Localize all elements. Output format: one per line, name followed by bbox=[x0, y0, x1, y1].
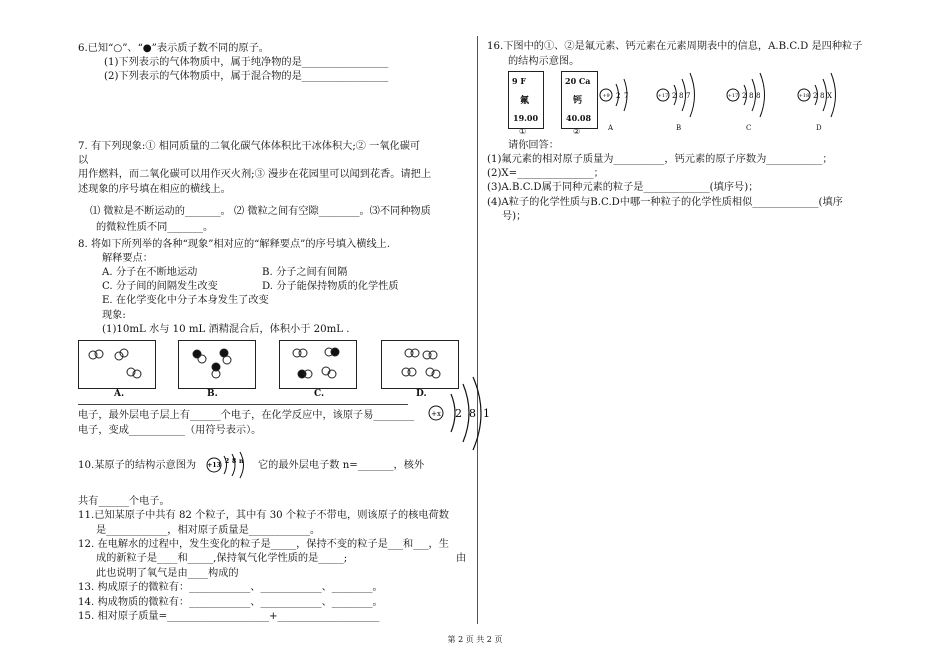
box-a-molecules bbox=[79, 341, 155, 388]
column-divider bbox=[477, 36, 478, 624]
q7-line5: ⑴ 微粒是不断运动的_______。 ⑵ 微粒之间有空隙________。⑶不同种物质 bbox=[90, 206, 431, 217]
q7-line4: 述现象的序号填在相应的横线上。 bbox=[78, 184, 231, 195]
box-a bbox=[78, 340, 156, 389]
q8-key-b: B. 分子之间有间隔 bbox=[262, 267, 348, 278]
particle-b-shell-3: 7 bbox=[686, 92, 691, 100]
box-b bbox=[178, 340, 256, 389]
q6-stem: 6.已知“○”、“●”表示质子数不同的原子。 bbox=[78, 43, 269, 54]
particle-b-shell-1: 2 bbox=[672, 92, 677, 100]
particle-a-core: +9 bbox=[602, 93, 610, 99]
q10-prefix: 10.某原子的结构示意图为 bbox=[78, 460, 197, 471]
q6-sub1: (1)下列表示的气体物质中，属于纯净物的是_________________ bbox=[104, 57, 389, 68]
q13: 13. 构成原子的微粒有：____________、____________、________。 bbox=[78, 582, 383, 593]
particle-d-shell-3: X bbox=[827, 92, 832, 100]
particle-d-diagram bbox=[796, 68, 852, 124]
q7-line3: 用作燃料，而二氧化碳可以用作灭火剂;③ 漫步在花园里可以闻到花香。请把上 bbox=[78, 169, 432, 180]
q8-phen-title: 现象: bbox=[102, 310, 126, 321]
q16-a3: (3)A.B.C.D属于同种元素的粒子是_____________(填序号)； bbox=[487, 182, 759, 193]
q16-line1: 16.下图中的①、②是氟元素、钙元素在元素周期表中的信息，A.B.C.D 是四种粒子 bbox=[487, 41, 863, 52]
element-card-ca bbox=[561, 71, 598, 129]
box-c-molecules bbox=[280, 341, 356, 388]
card-f-label: ① bbox=[519, 127, 527, 136]
q12-line2a: 成的新粒子是____和_____,保持氧气化学性质的是_____; bbox=[96, 553, 348, 564]
box-b-molecules bbox=[179, 341, 255, 388]
q10-atom-core: +13 bbox=[207, 462, 221, 469]
q8-key-d: D. 分子能保持物质的化学性质 bbox=[262, 281, 399, 292]
card-f-mass: 19.00 bbox=[513, 113, 539, 123]
q8-key-c: C. 分子间的间隔发生改变 bbox=[102, 281, 218, 292]
q16-ask: 请你回答： bbox=[508, 140, 559, 151]
card-f-name: 氟 bbox=[520, 96, 530, 106]
q12-line2b: 由 bbox=[456, 553, 467, 564]
particle-b-label: B bbox=[676, 124, 682, 132]
particle-c-shell-1: 2 bbox=[742, 92, 747, 100]
box-label-b: B. bbox=[207, 389, 218, 399]
particle-d-label: D bbox=[816, 124, 822, 132]
q9-cut-line bbox=[78, 401, 408, 407]
q10-shell-3: n bbox=[239, 458, 244, 465]
particle-d-shell-1: 2 bbox=[813, 92, 818, 100]
card-ca-name: 钙 bbox=[573, 96, 583, 106]
box-label-d: D. bbox=[416, 389, 427, 399]
box-label-c: C. bbox=[314, 389, 325, 399]
card-ca-mass: 40.08 bbox=[566, 113, 592, 123]
q8-key-a: A. 分子在不断地运动 bbox=[102, 267, 198, 278]
q8-key-e: E. 在化学变化中分子本身发生了改变 bbox=[102, 295, 269, 306]
card-ca-label: ② bbox=[573, 127, 581, 136]
q12-line3: 此也说明了氧气是由____构成的 bbox=[96, 568, 239, 579]
q8-stem: 8. 将如下所列举的各种“现象”相对应的“解释要点”的序号填入横线上. bbox=[78, 239, 391, 250]
q10-line2: 共有______个电子。 bbox=[78, 496, 170, 507]
card-f-top: 9 F bbox=[512, 76, 527, 86]
particle-c-shell-2: 8 bbox=[749, 92, 754, 100]
particle-a-shell-2: 7 bbox=[624, 92, 629, 100]
box-label-a: A. bbox=[114, 389, 125, 399]
particle-c-core: +17 bbox=[727, 93, 739, 99]
q15: 15. 相对原子质量=____________________+____________________ bbox=[78, 611, 380, 622]
q16-a2: (2)X=_______________； bbox=[487, 168, 604, 179]
q9-line1: 电子，最外层电子层上有______个电子，在化学反应中，该原子易________ bbox=[78, 410, 415, 421]
q10-atom-diagram bbox=[205, 452, 257, 478]
page-footer: 第 2 页 共 2 页 bbox=[447, 635, 503, 644]
particle-d-shell-2: 8 bbox=[820, 92, 825, 100]
q10-suffix: 它的最外层电子数 n=_______，核外 bbox=[258, 460, 425, 471]
q9-atom-diagram bbox=[425, 372, 495, 462]
particle-c-shell-3: 8 bbox=[756, 92, 761, 100]
q8-phen1: (1)10mL 水与 10 mL 酒精混合后，体积小于 20mL . bbox=[102, 324, 350, 335]
particle-a-diagram bbox=[598, 70, 646, 122]
particle-b-diagram bbox=[655, 68, 711, 124]
q9-line2: 电子，变成___________（用符号表示）。 bbox=[78, 425, 262, 436]
element-card-f bbox=[508, 71, 544, 129]
q7-line2: 以 bbox=[78, 155, 89, 166]
q16-a1: (1)氟元素的相对原子质量为__________，钙元素的原子序数为___________； bbox=[487, 154, 833, 165]
q9-shell-1: 2 bbox=[455, 407, 462, 420]
q9-shell-2: 8 bbox=[469, 407, 476, 420]
q11-line2: 是____________，相对原子质量是____________。 bbox=[96, 525, 321, 536]
q8-key-title: 解释要点： bbox=[102, 253, 153, 264]
q12-line1: 12. 在电解水的过程中，发生变化的粒子是_____，保持不变的粒子是___和___，生 bbox=[78, 539, 449, 550]
particle-d-core: +18 bbox=[798, 93, 810, 99]
q6-sub2: (2)下列表示的气体物质中，属于混合物的是_________________ bbox=[104, 71, 389, 82]
card-ca-top: 20 Ca bbox=[565, 76, 591, 86]
q14: 14. 构成物质的微粒有：____________、____________、________。 bbox=[78, 597, 383, 608]
particle-a-label: A bbox=[608, 124, 614, 132]
particle-c-diagram bbox=[725, 68, 781, 124]
particle-b-shell-2: 8 bbox=[679, 92, 684, 100]
q16-a4b: 号)； bbox=[502, 211, 527, 222]
q9-atom-core: +x bbox=[431, 410, 441, 418]
q7-line6: 的微粒性质不同_______。 bbox=[96, 222, 214, 233]
particle-b-core: +17 bbox=[657, 93, 669, 99]
q11-line1: 11.已知某原子中共有 82 个粒子，其中有 30 个粒子不带电，则该原子的核电荷数 bbox=[78, 510, 449, 521]
q9-shell-3: 1 bbox=[483, 407, 490, 420]
box-c bbox=[279, 340, 357, 389]
q10-shell-1: 2 bbox=[225, 458, 230, 465]
particle-c-label: C bbox=[746, 124, 752, 132]
q16-a4a: (4)A粒子的化学性质与B.C.D中哪一种粒子的化学性质相似_____________(填序 bbox=[487, 197, 843, 208]
q7-line1: 7. 有下列现象:① 相同质量的二氧化碳气体体积比干冰体积大;② 一氧化碳可 bbox=[78, 141, 421, 152]
q16-line2: 的结构示意图。 bbox=[508, 56, 580, 67]
q10-shell-2: 8 bbox=[232, 458, 237, 465]
particle-a-shell-1: 2 bbox=[616, 92, 621, 100]
